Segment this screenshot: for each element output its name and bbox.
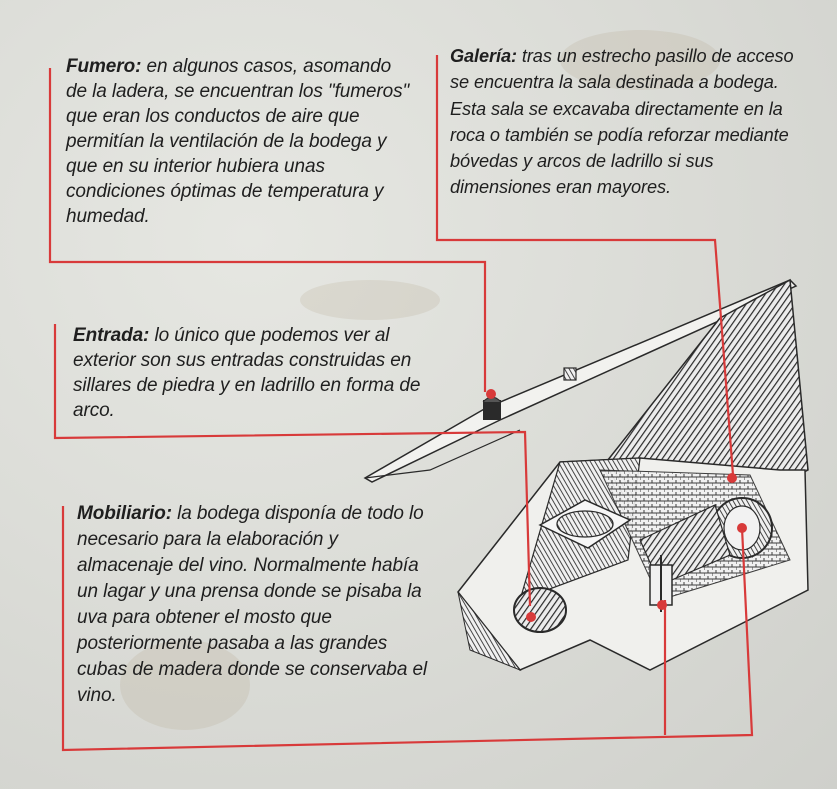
mobiliario-term: Mobiliario: xyxy=(77,503,172,524)
entrada-label xyxy=(73,323,433,423)
mobiliario-description: la bodega disponía de todo lo necesario para la elaboración y almacenaje del vino. Normalmente había un lagar y una prensa donde se pisaba la uva para obtener el mosto que posteriormente pasaba a las grandes cubas de madera donde se conservaba el vino. xyxy=(77,503,428,706)
galeria-description: tras un estrecho pasillo de acceso se encuentra la sala destinada a bodega. Esta sala se excavaba directamente en la roca o también se podía reforzar mediante bóvedas y arcos de ladrillo si sus dimensiones eran mayores. xyxy=(450,46,794,198)
fumero-chimney xyxy=(564,368,576,380)
fumero-label xyxy=(66,54,416,229)
entrada-description: lo único que podemos ver al exterior son sus entradas construidas en sillares de piedra y en ladrillo en forma de arco. xyxy=(73,325,421,421)
entrance-arch xyxy=(483,397,501,420)
mobiliario-label xyxy=(77,501,437,709)
fumero-term: Fumero: xyxy=(66,56,142,77)
cellar-cutaway xyxy=(458,458,808,670)
galeria-term: Galería: xyxy=(450,46,517,66)
galeria-label xyxy=(450,43,810,201)
entrada-term: Entrada: xyxy=(73,325,150,346)
fumero-description: en algunos casos, asomando de la ladera, se encuentran los "fumeros" que eran los conductos de aire que permitían la ventilación de la bodega y que en su interior hubiera unas condiciones óptimas de temperatura y humedad. xyxy=(66,56,410,227)
